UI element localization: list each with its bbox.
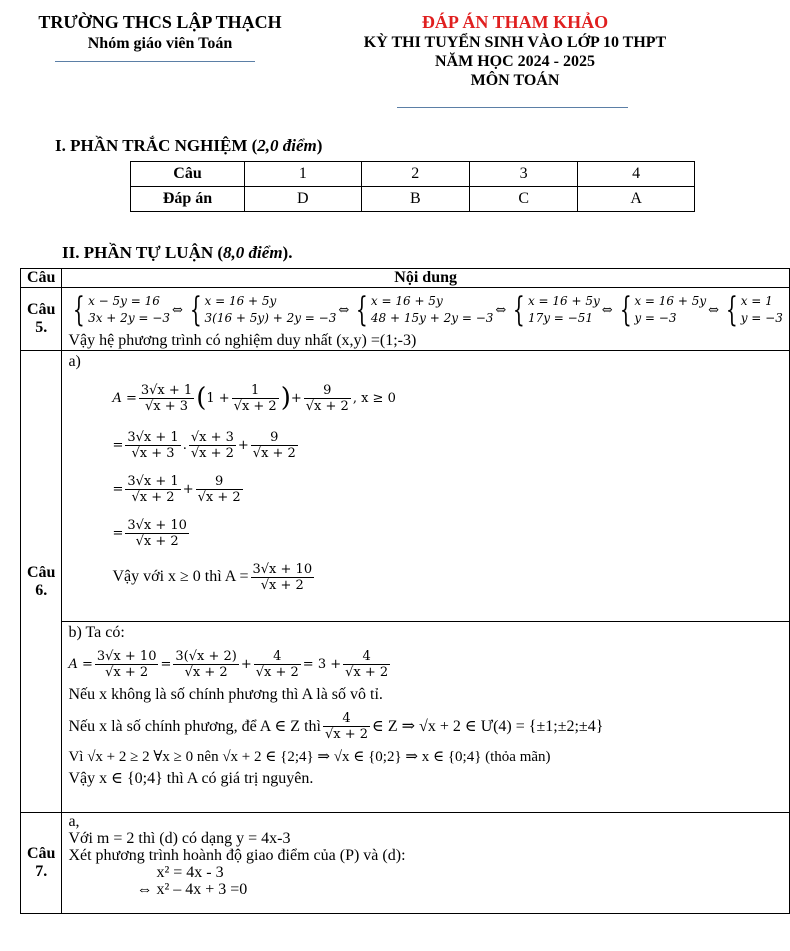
answer-cell: B <box>361 187 469 212</box>
table-row <box>131 187 695 212</box>
q6b-step1: A = $\frac{3√x + 10}{√x + 2}$ = $\frac{3(√x + 2)}{√x + 2}$ + $\frac{4}{√x + 2}$ = 3 + $\frac{4}{√x + 2}$ <box>68 648 389 680</box>
header-left <box>20 12 300 53</box>
multiple-choice-table <box>130 161 695 212</box>
header-divider-right <box>397 107 628 108</box>
equiv-symbol: ⇔ <box>601 302 613 318</box>
table-header-row <box>21 269 790 288</box>
system: { x = 16 + 5y 3(16 + 5y) + 2y = −3 <box>189 290 337 330</box>
equiv-symbol: ⇔ <box>171 302 183 318</box>
q6a-step1: A = $\frac{3√x + 1}{√x + 3}$ ( 1 + $\frac{1}{√x + 2}$ ) + $\frac{9}{√x + 2}$ , x ≥ 0 <box>112 382 396 414</box>
col-header-content: Nội dung <box>62 269 789 288</box>
question-cell: 1 <box>245 162 362 187</box>
q6a-label: a) <box>68 353 81 370</box>
q7-line1: Với m = 2 thì (d) có dạng y = 4x-3 <box>68 830 291 847</box>
q6a-conclusion: Vậy với x ≥ 0 thì A = $\frac{3√x + 10}{√x + 2}$ <box>112 561 313 593</box>
q6b-label: b) Ta có: <box>68 624 125 641</box>
q7-content <box>62 813 789 914</box>
row-header-answer: Đáp án <box>131 187 245 212</box>
part1-title: I. PHẦN TRẮC NGHIỆM (2,0 điểm) <box>55 136 323 155</box>
answer-title: ĐÁP ÁN THAM KHẢO <box>421 12 609 32</box>
system: { x − 5y = 16 3x + 2y = −3 <box>73 290 170 330</box>
q7a-label: a, <box>68 813 80 830</box>
system: { x = 16 + 5y 48 + 15y + 2y = −3 <box>356 290 494 330</box>
answer-cell: D <box>245 187 362 212</box>
table-row-q6b <box>21 622 790 813</box>
school-year: NĂM HỌC 2024 - 2025 <box>435 53 595 70</box>
system: { x = 16 + 5y y = −3 <box>619 290 707 330</box>
question-cell: 3 <box>469 162 577 187</box>
q5-conclusion: Vậy hệ phương trình có nghiệm duy nhất (x,y) =(1;-3) <box>68 332 417 349</box>
question-cell: 4 <box>578 162 695 187</box>
group-name: Nhóm giáo viên Toán <box>87 35 233 52</box>
table-row <box>131 162 695 187</box>
row-header-question: Câu <box>131 162 245 187</box>
answer-cell: C <box>469 187 577 212</box>
q6b-because: Vì √x + 2 ≥ 2 ∀x ≥ 0 nên √x + 2 ∈ {2;4} ⇒ √x ∈ {0;2} ⇒ x ∈ {0;4} (thỏa mãn) <box>68 749 551 765</box>
system: { x = 16 + 5y 17y = −51 <box>513 290 600 330</box>
q6a-step2: = $\frac{3√x + 1}{√x + 3}$ . $\frac{√x + 3}{√x + 2}$ + $\frac{9}{√x + 2}$ <box>112 429 296 461</box>
q6a-content <box>62 351 789 622</box>
part2-title: II. PHẦN TỰ LUẬN (8,0 điểm). <box>62 243 293 262</box>
answer-cell: A <box>578 187 695 212</box>
q5-label: Câu 5. <box>21 288 62 351</box>
col-header-question: Câu <box>21 269 62 288</box>
q7-label: Câu 7. <box>21 813 62 914</box>
table-row-q7 <box>21 813 790 914</box>
q6a-step4: = $\frac{3√x + 10}{√x + 2}$ <box>112 517 187 549</box>
equiv-symbol: ⇔ <box>338 302 350 318</box>
system: { x = 1 y = −3 <box>725 290 783 330</box>
question-cell: 2 <box>361 162 469 187</box>
equiv-symbol: ⇔ <box>495 302 507 318</box>
q7-line4: ⇔ x² – 4x + 3 =0 <box>136 881 248 898</box>
exam-title: KỲ THI TUYỂN SINH VÀO LỚP 10 THPT <box>363 34 667 51</box>
q7-line3: x² = 4x - 3 <box>156 864 224 881</box>
school-name: TRƯỜNG THCS LẬP THẠCH <box>38 12 282 32</box>
q5-system-chain <box>68 288 782 332</box>
q5-content <box>62 288 789 351</box>
q6a-step3: = $\frac{3√x + 1}{√x + 2}$ + $\frac{9}{√x + 2}$ <box>112 473 241 505</box>
equiv-symbol: ⇔ <box>708 302 720 318</box>
q7-line2: Xét phương trình hoành độ giao điểm của (P) và (d): <box>68 847 406 864</box>
q6b-conclusion: Vậy x ∈ {0;4} thì A có giá trị nguyên. <box>68 770 314 787</box>
q6b-square: Nếu x là số chính phương, để A ∈ Z thì $\frac{4}{√x + 2}$ ∈ Z ⇒ √x + 2 ∈ Ư(4) = {±1;±2;±4} <box>68 710 604 742</box>
q6b-not-square: Nếu x không là số chính phương thì A là số vô tỉ. <box>68 686 383 703</box>
q6b-content <box>62 622 789 813</box>
q6-label: Câu 6. <box>21 351 62 813</box>
table-row-q5 <box>21 288 790 351</box>
subject-title: MÔN TOÁN <box>470 72 560 89</box>
essay-table <box>20 268 790 914</box>
table-row-q6a <box>21 351 790 622</box>
header-divider-left <box>55 61 255 62</box>
header-right <box>300 12 730 90</box>
